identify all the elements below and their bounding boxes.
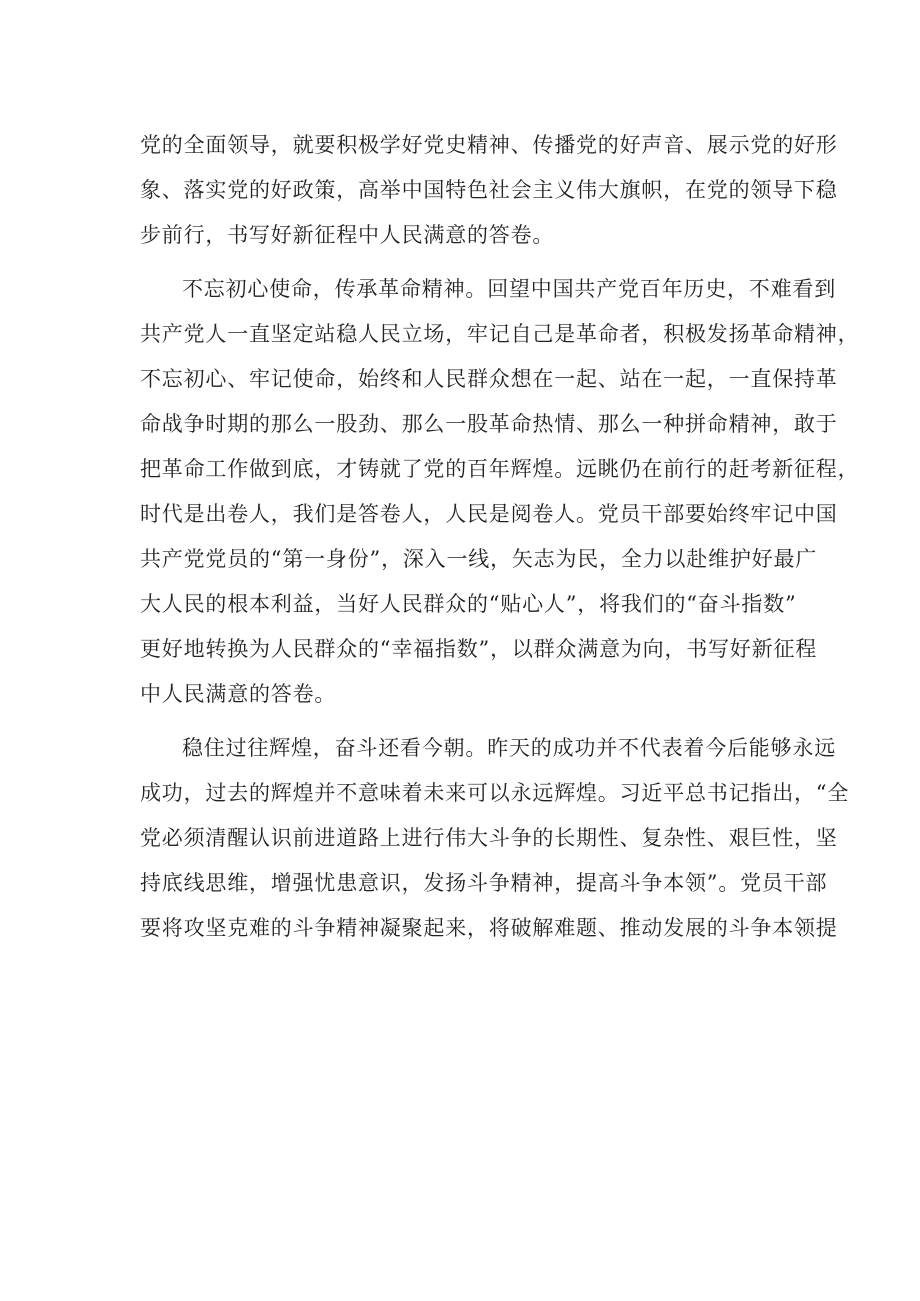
paragraph-2-line-1: 不忘初心使命，传承革命精神。回望中国共产党百年历史，不难看到 (182, 277, 836, 301)
paragraph-1-line-1: 党的全面领导，就要积极学好党史精神、传播党的好声音、展示党的好形 (140, 133, 838, 157)
paragraph-2-line-5: 把革命工作做到底，才铸就了党的百年辉煌。远眺仍在前行的赶考新征程， (140, 457, 860, 481)
paragraph-2-line-8: 大人民的根本利益，当好人民群众的“贴心人”，将我们的“奋斗指数” (140, 592, 797, 616)
paragraph-3-line-5: 要将攻坚克难的斗争精神凝聚起来，将破解难题、推动发展的斗争本领提 (140, 916, 838, 940)
paragraph-2-line-7: 共产党党员的“第一身份”，深入一线，矢志为民，全力以赴维护好最广 (140, 547, 818, 571)
paragraph-2-line-6: 时代是出卷人，我们是答卷人，人民是阅卷人。党员干部要始终牢记中国 (140, 502, 838, 526)
paragraph-2-line-3: 不忘初心、牢记使命，始终和人民群众想在一起、站在一起，一直保持革 (140, 367, 838, 391)
paragraph-2-line-9: 更好地转换为人民群众的“幸福指数”，以群众满意为向，书写好新征程 (140, 637, 818, 661)
document-body (140, 123, 860, 951)
paragraph-2-line-10: 中人民满意的答卷。 (140, 682, 337, 706)
paragraph-3-line-4: 持底线思维，增强忧患意识，发扬斗争精神，提高斗争本领”。党员干部 (140, 871, 828, 895)
paragraph-3-line-2: 成功，过去的辉煌并不意味着未来可以永远辉煌。习近平总书记指出，“全 (140, 781, 850, 805)
paragraph-2-line-2: 共产党人一直坚定站稳人民立场，牢记自己是革命者，积极发扬革命精神， (140, 322, 860, 346)
paragraph-3-line-1: 稳住过往辉煌，奋斗还看今朝。昨天的成功并不代表着今后能够永远 (182, 736, 836, 760)
paragraph-1-line-3: 步前行，书写好新征程中人民满意的答卷。 (140, 223, 555, 247)
paragraph-1-line-2: 象、落实党的好政策，高举中国特色社会主义伟大旗帜，在党的领导下稳 (140, 178, 838, 202)
paragraph-2-line-4: 命战争时期的那么一股劲、那么一股革命热情、那么一种拼命精神，敢于 (140, 412, 838, 436)
paragraph-gap (140, 717, 780, 726)
paragraph-3-line-3: 党必须清醒认识前进道路上进行伟大斗争的长期性、复杂性、艰巨性，坚 (140, 826, 838, 850)
paragraph-gap (140, 258, 780, 267)
